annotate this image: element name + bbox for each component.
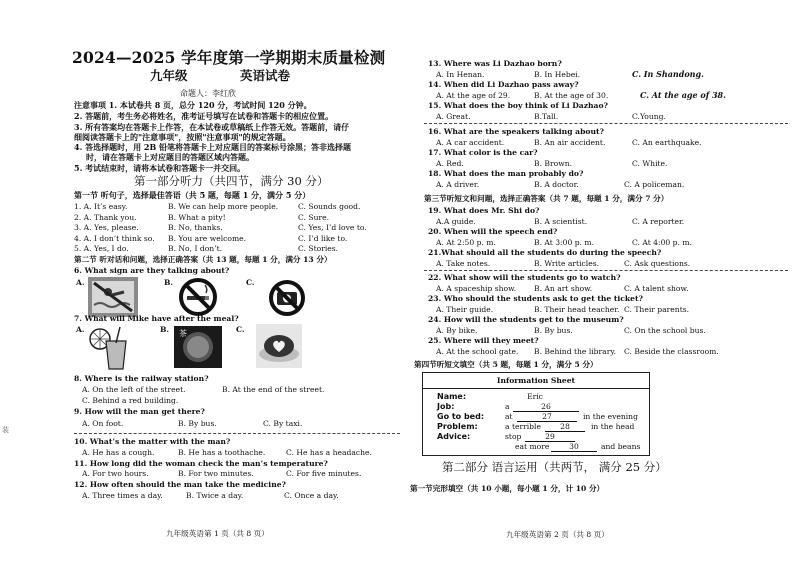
question-22: 22. What show will the students go to watch? <box>428 273 621 282</box>
svg-text:茶: 茶 <box>179 329 187 338</box>
option-text: B. A scientist. <box>534 217 588 226</box>
option-text: C. Sounds good. <box>298 202 361 211</box>
option-text: C. For five minutes. <box>286 469 362 478</box>
grade-label: 九年级 <box>150 68 188 83</box>
option-text: A. He has a cough. <box>82 448 155 457</box>
question-23: 23. Who should the students ask to get the ticket? <box>428 294 643 303</box>
option-label: A. <box>76 278 85 287</box>
option-text: B. No, I don’t. <box>168 244 223 253</box>
option-text: A. A spaceship show. <box>436 284 517 293</box>
option-text: C. Their parents. <box>624 305 690 314</box>
option-text: C. He has a headache. <box>286 448 372 457</box>
section4-title: 第四节听短文填空（共 5 题，每题 1 分，满分 5 分） <box>414 360 598 369</box>
option-label: B. <box>164 278 174 287</box>
option-text: A. By bike. <box>436 326 478 335</box>
option-text: B. What a pity! <box>168 213 226 222</box>
question-7: 7. What will Mike have after the meal? <box>74 314 239 323</box>
blank-26[interactable]: 26 <box>513 403 579 412</box>
option-text: C. Behind a red building. <box>82 396 179 405</box>
question-21: 21.What should all the students do during the speech? <box>428 248 662 257</box>
sheet-label: Advice: <box>437 432 471 441</box>
blank-28[interactable]: 28 <box>545 423 585 432</box>
question-12: 12. How often should the man take the medicine? <box>74 480 286 489</box>
option-text: C. Yes, I’d love to. <box>298 223 367 232</box>
option-label: C. <box>246 278 255 287</box>
question-24: 24. How will the students get to the museum? <box>428 315 624 324</box>
option-text: A. On the left of the street. <box>82 385 186 394</box>
no-photos-sign-icon <box>268 279 306 317</box>
blank-29[interactable]: 29 <box>525 433 575 442</box>
exam-page-2 <box>410 0 794 561</box>
note-line: 3. 所有答案均在答题卡上作答，在本试卷或草稿纸上作答无效。答题前，请仔 <box>74 122 350 132</box>
option-label: C. <box>236 325 245 334</box>
section2-title: 第二节 听对话和问题，选择正确答案（共 13 题，每题 1 分，满分 13 分） <box>74 255 332 264</box>
question-13: 13. Where was Li Dazhao born? <box>428 59 562 68</box>
option-text: B. A doctor. <box>534 180 579 189</box>
page-footer: 九年级英语第 1 页（共 8 页） <box>166 529 269 538</box>
blank-30[interactable]: 30 <box>551 443 597 452</box>
question-10: 10. What’s the matter with the man? <box>74 437 231 446</box>
option-text: A. Their guide. <box>436 305 494 314</box>
question-15: 15. What does the boy think of Li Dazhao? <box>428 101 608 110</box>
option-text: B. No, thanks. <box>168 223 223 232</box>
option-text: C. On the school bus. <box>624 326 706 335</box>
option-text: C. An earthquake. <box>632 138 702 147</box>
option-text: C. Beside the classroom. <box>624 347 719 356</box>
question-18: 18. What does the man probably do? <box>428 169 584 178</box>
binding-mark: 装 <box>2 426 9 434</box>
sheet-answer: Eric <box>527 392 543 401</box>
option-text: A. Red. <box>436 159 464 168</box>
question-9: 9. How will the man get there? <box>74 407 205 416</box>
option-text: A. At the age of 29. <box>436 91 511 100</box>
subject-label: 英语试卷 <box>240 68 291 83</box>
option-text: 5. A. Yes, I do. <box>74 244 129 253</box>
section1-title: 第一节 听句子，选择最佳答语（共 5 题，每题 1 分，满分 5 分） <box>74 190 311 200</box>
option-text: C. Once a day. <box>284 491 339 500</box>
option-text: A. At 2:50 p. m. <box>436 238 496 247</box>
option-text: B. By bus. <box>178 419 217 428</box>
option-text: B. In Hebei. <box>534 70 581 79</box>
option-text: A. For two hours. <box>82 469 149 478</box>
note-line: 2. 答题前，考生务必将姓名，准考证号填写在试卷和答题卡的相应位置。 <box>74 111 334 121</box>
section3-title: 第三节听短文和问题，选择正确答案（共 7 题，每题 1 分，满分 7 分） <box>424 194 669 203</box>
page-footer: 九年级英语第 2 页（共 8 页） <box>506 530 609 539</box>
sheet-label: Go to bed: <box>437 412 485 421</box>
option-text: C. Ask questions. <box>624 259 691 268</box>
option-text: A. In Henan. <box>436 70 485 79</box>
option-text: B. At the end of the street. <box>222 385 325 394</box>
sheet-label: Name: <box>437 392 467 401</box>
question-17: 17. What color is the car? <box>428 148 538 157</box>
orange-juice-icon <box>88 325 134 371</box>
sheet-prefix: at <box>505 412 513 421</box>
option-text: C. White. <box>632 159 668 168</box>
note-line: 4. 答选择题时，用 2B 铅笔将答题卡上对应题目的答案标号涂黑；答非选择题 <box>74 142 352 152</box>
sheet-prefix: eat more <box>515 442 550 451</box>
option-text: B. An art show. <box>534 284 593 293</box>
option-text: B. We can help more people. <box>168 202 279 211</box>
option-text: A. At the school gate. <box>436 347 519 356</box>
option-text: B. For two minutes. <box>178 469 254 478</box>
sheet-suffix: and beans <box>601 442 641 451</box>
question-14: 14. When did Li Dazhao pass away? <box>428 80 579 89</box>
option-text: 4. A. I don’t think so. <box>74 234 155 243</box>
option-text: B. By bus. <box>534 326 573 335</box>
question-20: 20. When will the speech end? <box>428 227 558 236</box>
part1-title: 第一部分听力（共四节，满分 30 分） <box>134 174 329 188</box>
option-text: B. Brown. <box>534 159 572 168</box>
option-text: B. Twice a day. <box>186 491 244 500</box>
sheet-label: Problem: <box>437 422 478 431</box>
note-line: 细阅读答题卡上的"注意事项"，按照"注意事项"的规定答题。 <box>74 132 291 142</box>
question-8: 8. Where is the railway station? <box>74 374 209 383</box>
blank-27[interactable]: 27 <box>517 413 577 422</box>
option-label: A. <box>76 325 85 334</box>
option-text: A. On foot. <box>82 419 124 428</box>
option-text: B. Write articles. <box>534 259 600 268</box>
sheet-title: Information Sheet <box>496 376 576 385</box>
option-text: B. You are welcome. <box>168 234 247 243</box>
option-text: B. At the age of 30. <box>534 91 609 100</box>
option-text: B. At 3:00 p. m. <box>534 238 594 247</box>
coffee-latte-icon <box>256 324 302 368</box>
option-text: C. A policeman. <box>624 180 685 189</box>
sheet-suffix: in the head <box>591 422 635 431</box>
option-text: B.Tall. <box>534 112 559 121</box>
option-text: C. A reporter. <box>632 217 685 226</box>
option-text: C. At 4:00 p. m. <box>632 238 692 247</box>
option-text: C. In Shandong. <box>632 69 704 79</box>
tea-cup-icon <box>174 326 222 368</box>
exam-title: 2024—2025 学年度第一学期期末质量检测 <box>72 48 386 67</box>
option-text: C. A talent show. <box>624 284 689 293</box>
option-text: A. Take notes. <box>436 259 491 268</box>
option-text: B. An air accident. <box>534 138 606 147</box>
sheet-prefix: a terrible <box>505 422 541 431</box>
sheet-label: Job: <box>437 402 455 411</box>
option-text: C. I’d like to. <box>298 234 348 243</box>
divider <box>424 270 788 271</box>
sheet-suffix: in the evening <box>583 412 638 421</box>
question-25: 25. Where will they meet? <box>428 336 539 345</box>
question-11: 11. How long did the woman check the man’s temperature? <box>74 459 328 468</box>
part2-section1-title: 第一节完形填空（共 10 小题，每小题 1 分，计 10 分） <box>410 484 605 493</box>
divider <box>74 433 400 434</box>
divider <box>424 123 788 124</box>
option-text: C. By taxi. <box>263 419 303 428</box>
author-line: 命题人：李红欣 <box>180 89 236 98</box>
option-text: A. A car accident. <box>436 138 505 147</box>
question-16: 16. What are the speakers talking about? <box>428 127 604 136</box>
option-text: B. Behind the library. <box>534 347 617 356</box>
option-text: A.A guide. <box>436 217 476 226</box>
sheet-prefix: a <box>505 402 510 411</box>
option-text: B. Their head teacher. <box>534 305 620 314</box>
question-19: 19. What does Mr. Shi do? <box>428 206 540 215</box>
option-text: 3. A. Yes, please. <box>74 223 139 232</box>
note-line: 时，请在答题卡上对应题目的答题区域内答题。 <box>86 152 254 162</box>
option-text: A. Great. <box>436 112 471 121</box>
note-line: 注意事项 1. 本试卷共 8 页，总分 120 分，考试时间 120 分钟。 <box>74 100 312 110</box>
option-label: B. <box>160 325 170 334</box>
option-text: 1. A. It’s easy. <box>74 202 128 211</box>
option-text: A. Three times a day. <box>82 491 163 500</box>
option-text: 2. A. Thank you. <box>74 213 137 222</box>
option-text: C. At the age of 38. <box>640 90 726 100</box>
question-6: 6. What sign are they talking about? <box>74 266 230 275</box>
option-text: C. Sure. <box>298 213 329 222</box>
option-text: C.Young. <box>632 112 666 121</box>
sheet-prefix: stop <box>505 432 522 441</box>
information-sheet <box>422 372 650 456</box>
note-line: 5. 考试结束时，请将本试卷和答题卡一并交回。 <box>74 163 246 173</box>
option-text: B. He has a toothache. <box>178 448 266 457</box>
part2-title: 第二部分 语言运用（共两节， 满分 25 分） <box>442 460 667 474</box>
option-text: C. Stories. <box>298 244 339 253</box>
no-smoking-sign-icon <box>178 277 218 317</box>
no-swimming-sign-icon <box>88 277 138 317</box>
option-text: A. A driver. <box>436 180 480 189</box>
